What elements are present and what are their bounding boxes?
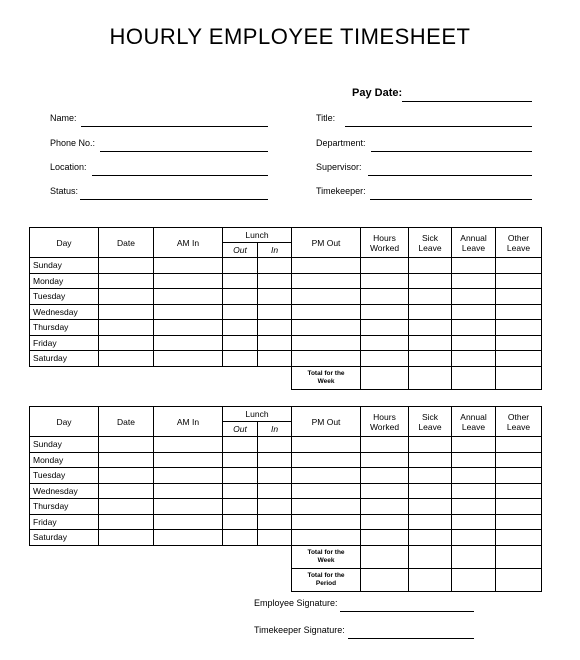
timesheet-table-week-1 — [29, 227, 542, 390]
pm-out-cell[interactable] — [292, 499, 361, 515]
date-cell[interactable] — [99, 437, 154, 453]
lunch-in-cell[interactable] — [258, 351, 292, 367]
hours-worked-cell[interactable] — [361, 335, 409, 351]
table-row — [30, 351, 542, 367]
table-row — [30, 514, 542, 530]
sick-leave-cell[interactable] — [409, 483, 452, 499]
day-cell: Friday — [30, 514, 99, 530]
other-leave-cell[interactable] — [496, 530, 542, 546]
status-line[interactable] — [80, 199, 268, 200]
pm-out-cell[interactable] — [292, 452, 361, 468]
date-cell[interactable] — [99, 273, 154, 289]
location-label: Location: — [50, 162, 87, 172]
timesheet-table-week-2 — [29, 406, 542, 592]
supervisor-field[interactable] — [316, 162, 532, 176]
name-label: Name: — [50, 113, 77, 123]
date-cell[interactable] — [99, 483, 154, 499]
date-cell[interactable] — [99, 499, 154, 515]
lunch-out-cell[interactable] — [223, 351, 258, 367]
sick-leave-cell[interactable] — [409, 468, 452, 484]
date-cell[interactable] — [99, 335, 154, 351]
employee-signature-line[interactable] — [340, 611, 474, 612]
pm-out-cell[interactable] — [292, 514, 361, 530]
table-row — [30, 320, 542, 336]
table-row — [30, 499, 542, 515]
other-leave-cell[interactable] — [496, 499, 542, 515]
timekeeper-label: Timekeeper: — [316, 186, 366, 196]
annual-leave-cell[interactable] — [452, 335, 496, 351]
other-leave-cell[interactable] — [496, 483, 542, 499]
header-lunch: Lunch — [223, 228, 292, 243]
header-day: Day — [30, 228, 99, 258]
hours-worked-cell[interactable] — [361, 351, 409, 367]
total-week-line-1: Total for the — [307, 548, 345, 556]
hours-worked-cell[interactable] — [361, 437, 409, 453]
day-cell: Saturday — [30, 530, 99, 546]
lunch-out-cell[interactable] — [223, 304, 258, 320]
status-field[interactable] — [50, 186, 268, 200]
other-leave-cell[interactable] — [496, 468, 542, 484]
table-row — [30, 273, 542, 289]
annual-leave-cell[interactable] — [452, 468, 496, 484]
sick-leave-cell[interactable] — [409, 258, 452, 274]
lunch-in-cell[interactable] — [258, 320, 292, 336]
total-sick-leave-cell[interactable] — [409, 545, 452, 568]
am-in-cell[interactable] — [154, 351, 223, 367]
header-lunch-in: In — [258, 422, 292, 437]
am-in-cell[interactable] — [154, 452, 223, 468]
sick-leave-cell[interactable] — [409, 304, 452, 320]
header-pm-out: PM Out — [292, 228, 361, 258]
total-sick-leave-cell[interactable] — [409, 366, 452, 389]
date-cell[interactable] — [99, 452, 154, 468]
date-cell[interactable] — [99, 468, 154, 484]
total-week-row — [30, 366, 542, 389]
title-field[interactable] — [316, 113, 532, 127]
header-hours-worked — [361, 407, 409, 437]
period-annual-leave-cell[interactable] — [452, 568, 496, 591]
lunch-in-cell[interactable] — [258, 289, 292, 305]
hours-worked-cell[interactable] — [361, 258, 409, 274]
date-cell[interactable] — [99, 530, 154, 546]
total-hours-worked-cell[interactable] — [361, 545, 409, 568]
timekeeper-field[interactable] — [316, 186, 532, 200]
title-line[interactable] — [345, 126, 532, 127]
pm-out-cell[interactable] — [292, 289, 361, 305]
hours-worked-cell[interactable] — [361, 452, 409, 468]
period-hours-worked-cell[interactable] — [361, 568, 409, 591]
total-other-leave-cell[interactable] — [496, 545, 542, 568]
lunch-out-cell[interactable] — [223, 335, 258, 351]
header-annual-line-2: Leave — [461, 242, 486, 253]
lunch-in-cell[interactable] — [258, 304, 292, 320]
lunch-in-cell[interactable] — [258, 514, 292, 530]
table-row — [30, 530, 542, 546]
sick-leave-cell[interactable] — [409, 530, 452, 546]
header-sick-line-2: Leave — [418, 242, 442, 253]
day-cell: Tuesday — [30, 289, 99, 305]
pm-out-cell[interactable] — [292, 437, 361, 453]
title-label: Title: — [316, 113, 336, 123]
date-cell[interactable] — [99, 514, 154, 530]
pm-out-cell[interactable] — [292, 320, 361, 336]
lunch-out-cell[interactable] — [223, 468, 258, 484]
annual-leave-cell[interactable] — [452, 320, 496, 336]
total-week-label — [292, 545, 361, 568]
pay-date-field[interactable] — [352, 86, 537, 102]
table-row — [30, 258, 542, 274]
annual-leave-cell[interactable] — [452, 499, 496, 515]
hours-worked-cell[interactable] — [361, 320, 409, 336]
day-cell: Thursday — [30, 320, 99, 336]
timekeeper-line[interactable] — [370, 199, 532, 200]
day-cell: Wednesday — [30, 304, 99, 320]
header-sick-line-1: Sick — [421, 411, 439, 422]
am-in-cell[interactable] — [154, 499, 223, 515]
annual-leave-cell[interactable] — [452, 289, 496, 305]
header-sick-line-1: Sick — [421, 232, 439, 243]
page-title: HOURLY EMPLOYEE TIMESHEET — [109, 24, 471, 49]
header-hours-line-2: Worked — [369, 242, 400, 253]
date-cell[interactable] — [99, 304, 154, 320]
total-period-line-1: Total for the — [307, 571, 345, 579]
header-annual-line-2: Leave — [461, 421, 486, 432]
total-period-label — [292, 568, 361, 591]
lunch-out-cell[interactable] — [223, 483, 258, 499]
other-leave-cell[interactable] — [496, 514, 542, 530]
total-other-leave-cell[interactable] — [496, 366, 542, 389]
day-cell: Monday — [30, 273, 99, 289]
department-line[interactable] — [371, 151, 532, 152]
pm-out-cell[interactable] — [292, 483, 361, 499]
pm-out-cell[interactable] — [292, 530, 361, 546]
header-hours-line-2: Worked — [369, 421, 400, 432]
sick-leave-cell[interactable] — [409, 499, 452, 515]
sick-leave-cell[interactable] — [409, 452, 452, 468]
sick-leave-cell[interactable] — [409, 514, 452, 530]
supervisor-line[interactable] — [368, 175, 532, 176]
other-leave-cell[interactable] — [496, 437, 542, 453]
header-date: Date — [99, 228, 154, 258]
hours-worked-cell[interactable] — [361, 273, 409, 289]
sick-leave-cell[interactable] — [409, 335, 452, 351]
table-row — [30, 483, 542, 499]
annual-leave-cell[interactable] — [452, 530, 496, 546]
header-annual-line-1: Annual — [460, 232, 487, 243]
lunch-out-cell[interactable] — [223, 514, 258, 530]
lunch-in-cell[interactable] — [258, 483, 292, 499]
sick-leave-cell[interactable] — [409, 320, 452, 336]
pm-out-cell[interactable] — [292, 335, 361, 351]
lunch-in-cell[interactable] — [258, 258, 292, 274]
day-cell: Sunday — [30, 258, 99, 274]
lunch-out-cell[interactable] — [223, 258, 258, 274]
timekeeper-signature-field[interactable] — [254, 625, 474, 639]
total-week-line-2: Week — [317, 377, 335, 385]
header-date: Date — [99, 407, 154, 437]
employee-signature-field[interactable] — [254, 598, 474, 612]
header-am-in: AM In — [154, 228, 223, 258]
lunch-in-cell[interactable] — [258, 468, 292, 484]
sick-leave-cell[interactable] — [409, 351, 452, 367]
header-other-line-1: Other — [507, 232, 530, 243]
location-field[interactable] — [50, 162, 268, 176]
header-sick-leave — [409, 407, 452, 437]
other-leave-cell[interactable] — [496, 273, 542, 289]
day-cell: Monday — [30, 452, 99, 468]
sick-leave-cell[interactable] — [409, 289, 452, 305]
annual-leave-cell[interactable] — [452, 258, 496, 274]
total-week-label — [292, 366, 361, 389]
day-cell: Tuesday — [30, 468, 99, 484]
lunch-in-cell[interactable] — [258, 452, 292, 468]
pm-out-cell[interactable] — [292, 304, 361, 320]
total-hours-worked-cell[interactable] — [361, 366, 409, 389]
date-cell[interactable] — [99, 289, 154, 305]
annual-leave-cell[interactable] — [452, 514, 496, 530]
total-week-line-2: Week — [317, 556, 335, 564]
other-leave-cell[interactable] — [496, 304, 542, 320]
lunch-in-cell[interactable] — [258, 273, 292, 289]
header-annual-line-1: Annual — [460, 411, 487, 422]
total-week-row — [30, 545, 542, 568]
table-row — [30, 468, 542, 484]
am-in-cell[interactable] — [154, 335, 223, 351]
hours-worked-cell[interactable] — [361, 304, 409, 320]
lunch-in-cell[interactable] — [258, 530, 292, 546]
table-row — [30, 452, 542, 468]
department-field[interactable] — [316, 138, 532, 152]
header-lunch-out: Out — [223, 243, 258, 258]
header-sick-leave — [409, 228, 452, 258]
other-leave-cell[interactable] — [496, 320, 542, 336]
am-in-cell[interactable] — [154, 437, 223, 453]
hours-worked-cell[interactable] — [361, 514, 409, 530]
hours-worked-cell[interactable] — [361, 289, 409, 305]
lunch-out-cell[interactable] — [223, 289, 258, 305]
header-lunch-in: In — [258, 243, 292, 258]
lunch-in-cell[interactable] — [258, 437, 292, 453]
employee-signature-label: Employee Signature: — [254, 598, 338, 608]
sick-leave-cell[interactable] — [409, 437, 452, 453]
lunch-in-cell[interactable] — [258, 335, 292, 351]
department-label: Department: — [316, 138, 366, 148]
am-in-cell[interactable] — [154, 258, 223, 274]
phone-label: Phone No.: — [50, 138, 96, 148]
hours-worked-cell[interactable] — [361, 530, 409, 546]
location-line[interactable] — [92, 175, 268, 176]
day-cell: Saturday — [30, 351, 99, 367]
header-lunch: Lunch — [223, 407, 292, 422]
header-hours-line-1: Hours — [373, 232, 396, 243]
day-cell: Sunday — [30, 437, 99, 453]
other-leave-cell[interactable] — [496, 258, 542, 274]
header-other-line-1: Other — [507, 411, 530, 422]
header-pm-out: PM Out — [292, 407, 361, 437]
am-in-cell[interactable] — [154, 514, 223, 530]
header-other-line-2: Leave — [506, 421, 531, 432]
header-lunch-out: Out — [223, 422, 258, 437]
lunch-out-cell[interactable] — [223, 437, 258, 453]
annual-leave-cell[interactable] — [452, 273, 496, 289]
day-cell: Wednesday — [30, 483, 99, 499]
total-period-row — [30, 568, 542, 591]
date-cell[interactable] — [99, 351, 154, 367]
pay-date-line[interactable] — [402, 101, 532, 102]
other-leave-cell[interactable] — [496, 351, 542, 367]
header-other-leave — [496, 407, 542, 437]
annual-leave-cell[interactable] — [452, 304, 496, 320]
am-in-cell[interactable] — [154, 530, 223, 546]
pm-out-cell[interactable] — [292, 351, 361, 367]
header-other-leave — [496, 228, 542, 258]
supervisor-label: Supervisor: — [316, 162, 362, 172]
total-annual-leave-cell[interactable] — [452, 545, 496, 568]
header-annual-leave — [452, 407, 496, 437]
annual-leave-cell[interactable] — [452, 437, 496, 453]
pm-out-cell[interactable] — [292, 273, 361, 289]
table-row — [30, 335, 542, 351]
day-cell: Friday — [30, 335, 99, 351]
sick-leave-cell[interactable] — [409, 273, 452, 289]
lunch-out-cell[interactable] — [223, 452, 258, 468]
annual-leave-cell[interactable] — [452, 452, 496, 468]
phone-field[interactable] — [50, 138, 268, 152]
date-cell[interactable] — [99, 320, 154, 336]
other-leave-cell[interactable] — [496, 289, 542, 305]
lunch-out-cell[interactable] — [223, 499, 258, 515]
lunch-in-cell[interactable] — [258, 499, 292, 515]
header-hours-worked — [361, 228, 409, 258]
hours-worked-cell[interactable] — [361, 483, 409, 499]
period-sick-leave-cell[interactable] — [409, 568, 452, 591]
other-leave-cell[interactable] — [496, 452, 542, 468]
hours-worked-cell[interactable] — [361, 468, 409, 484]
timekeeper-signature-label: Timekeeper Signature: — [254, 625, 345, 635]
header-day: Day — [30, 407, 99, 437]
am-in-cell[interactable] — [154, 468, 223, 484]
header-hours-line-1: Hours — [373, 411, 396, 422]
period-other-leave-cell[interactable] — [496, 568, 542, 591]
name-line[interactable] — [81, 126, 268, 127]
status-label: Status: — [50, 186, 79, 196]
am-in-cell[interactable] — [154, 289, 223, 305]
am-in-cell[interactable] — [154, 304, 223, 320]
table-row — [30, 304, 542, 320]
timekeeper-signature-line[interactable] — [348, 638, 474, 639]
lunch-out-cell[interactable] — [223, 320, 258, 336]
pm-out-cell[interactable] — [292, 468, 361, 484]
phone-line[interactable] — [100, 151, 268, 152]
pay-date-label: Pay Date: — [352, 87, 403, 99]
lunch-out-cell[interactable] — [223, 530, 258, 546]
am-in-cell[interactable] — [154, 320, 223, 336]
other-leave-cell[interactable] — [496, 335, 542, 351]
am-in-cell[interactable] — [154, 273, 223, 289]
annual-leave-cell[interactable] — [452, 483, 496, 499]
name-field[interactable] — [50, 113, 268, 127]
hours-worked-cell[interactable] — [361, 499, 409, 515]
table-row — [30, 437, 542, 453]
total-week-line-1: Total for the — [307, 369, 345, 377]
header-am-in: AM In — [154, 407, 223, 437]
total-period-line-2: Period — [315, 579, 337, 587]
am-in-cell[interactable] — [154, 483, 223, 499]
lunch-out-cell[interactable] — [223, 273, 258, 289]
day-cell: Thursday — [30, 499, 99, 515]
header-other-line-2: Leave — [506, 242, 531, 253]
date-cell[interactable] — [99, 258, 154, 274]
header-annual-leave — [452, 228, 496, 258]
header-sick-line-2: Leave — [418, 421, 442, 432]
annual-leave-cell[interactable] — [452, 351, 496, 367]
pm-out-cell[interactable] — [292, 258, 361, 274]
total-annual-leave-cell[interactable] — [452, 366, 496, 389]
table-row — [30, 289, 542, 305]
